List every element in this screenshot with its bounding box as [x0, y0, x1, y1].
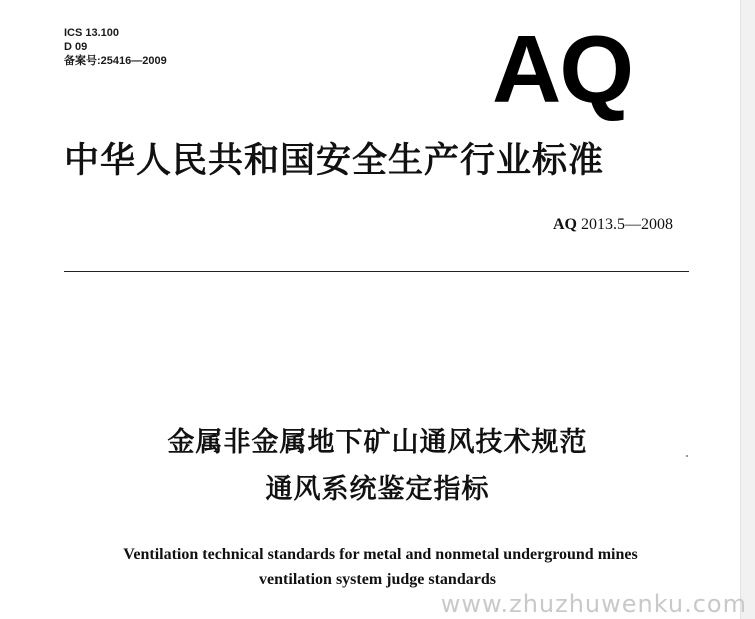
standard-number	[553, 215, 673, 235]
english-title-line-1: Ventilation technical standards for metal and nonmetal underground mines	[123, 546, 638, 563]
ccs-code: D 09	[64, 41, 88, 53]
scan-speck	[686, 455, 688, 457]
aq-logo: AQ	[492, 16, 632, 123]
english-title-line-2: ventilation system judge standards	[259, 571, 496, 588]
chinese-title-line-1: 金属非金属地下矿山通风技术规范	[167, 427, 588, 458]
classification-block	[64, 26, 167, 68]
standard-number-prefix: AQ	[553, 216, 577, 233]
page-edge-shadow	[740, 0, 755, 619]
chinese-title-line-2: 通风系统鉴定指标	[265, 474, 490, 505]
ics-code: ICS 13.100	[64, 27, 120, 39]
standard-number-value: 2013.5—2008	[581, 216, 673, 233]
watermark-text: www.zhuzhuwenku.com	[440, 590, 747, 618]
record-number: 备案号:25416—2009	[64, 55, 167, 67]
industry-standard-title: 中华人民共和国安全生产行业标准	[64, 141, 605, 181]
header-divider	[64, 271, 689, 272]
